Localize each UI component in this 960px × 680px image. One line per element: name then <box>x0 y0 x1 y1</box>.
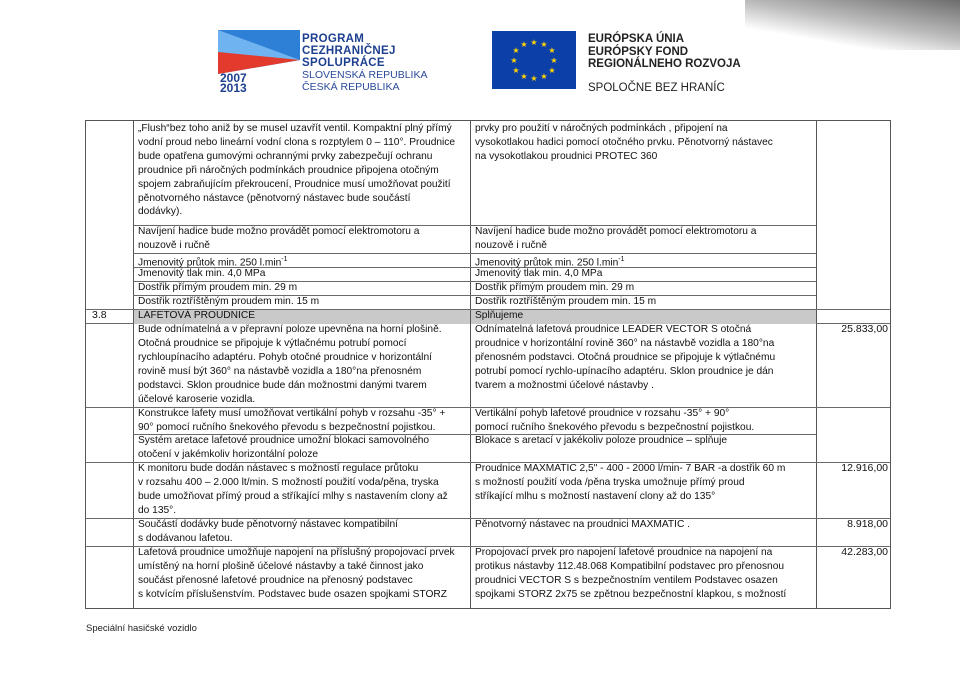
spec-table <box>85 120 891 609</box>
r8-price: 25.833,00 <box>841 323 888 335</box>
program-line-1: PROGRAM <box>302 33 365 45</box>
eu-line-2: EURÓPSKY FOND <box>588 45 689 58</box>
col-divider-1 <box>133 121 134 608</box>
svg-text:★: ★ <box>520 72 528 81</box>
r4-offer: Jmenovitý tlak min. 4,0 MPa <box>475 268 603 279</box>
eu-line-1: EURÓPSKA ÚNIA <box>588 33 685 45</box>
r9-offer: Vertikální pohyb lafetové proudnice v rozsahu -35° + 90° pomocí ručního šnekového převodu s bezpečnostní pojistkou. <box>475 408 755 433</box>
r3-left-sup: -1 <box>281 256 288 263</box>
r11-offer: Proudnice MAXMATIC 2,5" - 400 - 2000 l/min- 7 BAR -a dostřik 60 m s možností použití voda /pěna tryska umožnuje přímý proud stříkající mlhu s možností nastavení clony až do 135° <box>475 463 786 502</box>
year-2007: 2007 <box>220 71 247 85</box>
r13-offer: Propojovací prvek pro napojení lafetové proudnice na napojení na protikus nástavby 112.48.068 Kompatibilní podstavec pro přenosnou proudnici VECTOR S s bezpečnostním ventilem Podstavec osazen spojkami STORZ 2x75 se zpětnou bezpečnostní klapkou, s možností <box>475 547 787 600</box>
svg-text:★: ★ <box>548 46 556 55</box>
r8-requirement: Bude odnímatelná a v přepravní poloze upevněna na horní plošině. Otočná proudnice se připojuje k výtlačnému potrubí pomocí rychloupínacího adaptéru. Pohyb otočné proudnice v horizontální rovině musí být 360° na nástavbě vozidla a 180°na přenosném podstavci. Sklon proudnice bude dán možnostmi danými tvarem účelové karoserie vozidla. <box>138 324 442 405</box>
col-divider-3 <box>816 121 817 608</box>
eu-subtitle: SPOLOČNE BEZ HRANÍC <box>588 82 725 94</box>
country-sk: SLOVENSKÁ REPUBLIKA <box>302 69 428 81</box>
r2-offer: Navíjení hadice bude možno provádět pomocí elektromotoru a nouzově i ručně <box>475 226 757 251</box>
r3-right-text: Jmenovitý průtok min. 250 l.min <box>475 257 619 269</box>
r5-requirement: Dostřik přímým proudem min. 29 m <box>138 282 298 293</box>
eu-title <box>588 33 788 71</box>
svg-text:★: ★ <box>540 40 548 49</box>
r6-requirement: Dostřik roztříštěným proudem min. 15 m <box>138 296 320 307</box>
eu-flag-icon <box>492 31 576 89</box>
r4-requirement: Jmenovitý tlak min. 4,0 MPa <box>138 268 266 279</box>
r13-requirement: Lafetová proudnice umožňuje napojení na příslušný propojovací prvek umístěný na horní plošině účelové nástavby a také činnost jako součást přenosné lafetové proudnice na přenosný podstavec s kotvícím příslušenstvím. Podstavec bude osazen spojkami STORZ <box>138 547 455 600</box>
footer-label: Speciální hasičské vozidlo <box>86 623 197 634</box>
r3-right-sup: -1 <box>618 256 625 263</box>
svg-text:★: ★ <box>510 56 518 65</box>
svg-text:★: ★ <box>530 38 538 47</box>
svg-text:★: ★ <box>550 56 558 65</box>
r9-requirement: Konstrukce lafety musí umožňovat vertikální pohyb v rozsahu -35° + 90° pomocí ručního šnekového převodu s bezpečnostní pojistkou. <box>138 408 446 433</box>
country-cz: ČESKÁ REPUBLIKA <box>302 81 400 93</box>
program-line-2: CEZHRANIČNEJ <box>302 45 396 57</box>
svg-text:★: ★ <box>512 46 520 55</box>
r11-price: 12.916,00 <box>841 462 888 474</box>
svg-text:★: ★ <box>540 72 548 81</box>
svg-text:★: ★ <box>520 40 528 49</box>
section-compliance: Splňujeme <box>475 310 524 321</box>
year-2013: 2013 <box>220 81 247 92</box>
program-logo <box>218 30 300 92</box>
r10-offer: Blokace s aretací v jakékoliv poloze proudnice – splňuje <box>475 435 728 446</box>
r13-price: 42.283,00 <box>841 546 888 558</box>
r5-offer: Dostřik přímým proudem min. 29 m <box>475 282 635 293</box>
r6-offer: Dostřik roztříštěným proudem min. 15 m <box>475 296 657 307</box>
eu-line-3: REGIONÁLNEHO ROZVOJA <box>588 58 741 70</box>
r12-requirement: Součástí dodávky bude pěnotvorný nástavec kompatibilní s dodávanou lafetou. <box>138 519 398 544</box>
r2-requirement: Navíjení hadice bude možno provádět pomocí elektromotoru a nouzově i ručně <box>138 226 420 251</box>
r12-price: 8.918,00 <box>847 518 888 530</box>
r3-left-text: Jmenovitý průtok min. 250 l.min <box>138 257 282 269</box>
program-title <box>302 33 482 93</box>
svg-text:★: ★ <box>512 66 520 75</box>
r1-requirement: „Flush“bez toho aniž by se musel uzavřít ventil. Kompaktní plný přímý vodní proud nebo lineární vodní clona s rozptylem 0 – 110°. Proudnice bude opatřena gumovými ochrannými prvky zabezpečují ochranu proudnice při náročných podmínkách proudnice připojena otočným spojem zabraňujícím překroucení, Proudnice musí umožňovat použití pěnotvorného nástavce (pěnotvorný nástavec bude součástí dodávky). <box>138 123 456 218</box>
svg-text:★: ★ <box>530 74 538 83</box>
section-title: LAFETOVÁ PROUDNICE <box>138 310 255 321</box>
r1-offer: prvky pro použití v náročných podmínkách , připojení na vysokotlakou hadici pomocí otočného prvku. Pěnotvorný nástavec na vysokotlakou proudnici PROTEC 360 <box>475 123 773 162</box>
svg-text:★: ★ <box>548 66 556 75</box>
r10-requirement: Systém aretace lafetové proudnice umožní blokaci samovolného otočení v jakémkoliv horizontální poloze <box>138 435 430 460</box>
r12-offer: Pěnotvorný nástavec na proudnici MAXMATIC . <box>475 519 690 530</box>
section-number: 3.8 <box>92 309 107 321</box>
r11-requirement: K monitoru bude dodán nástavec s možností regulace průtoku v rozsahu 400 – 2.000 lt/min. S možností použití voda/pěna, tryska bude umožňovat přímý proud a stříkající mlhy s nastavením clony až do 135°. <box>138 463 448 516</box>
program-line-3: SPOLUPRÁCE <box>302 57 385 69</box>
r8-offer: Odnímatelná lafetová proudnice LEADER VECTOR S otočná proudnice v horizontální rovině 360° na nástavbě vozidla a 180°na přenosném podstavci. Otočná proudnice se připojuje k výtlačnému potrubí pomocí rychlo-upínacího adaptéru. Sklon proudnice je dán tvarem a možnostmi účelové nástavby . <box>475 324 776 391</box>
